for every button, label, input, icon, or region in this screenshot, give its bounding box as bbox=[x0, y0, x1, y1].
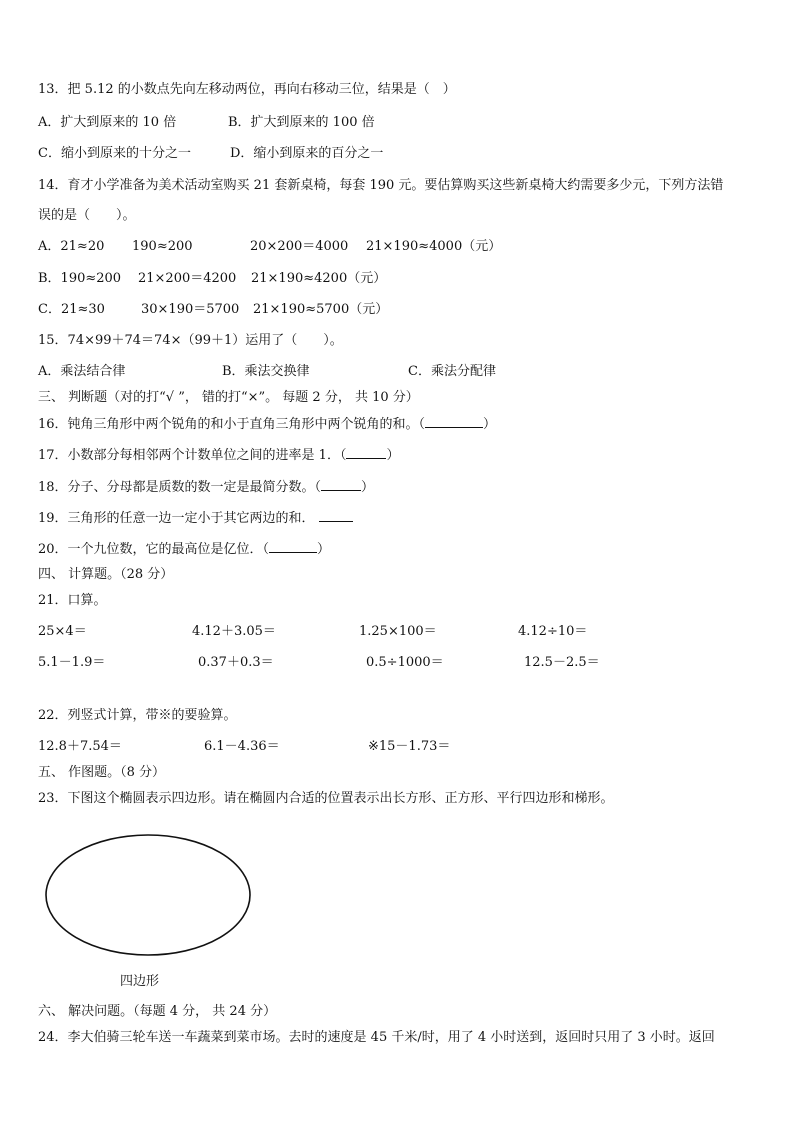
q17-text: 17．小数部分每相邻两个计数单位之间的进率是 1．（ bbox=[38, 448, 347, 463]
q17-answer-blank[interactable] bbox=[346, 446, 386, 459]
q19-text: 19．三角形的任意一边一定小于其它两边的和． bbox=[38, 511, 315, 526]
q16 bbox=[38, 415, 496, 434]
q20-close: ） bbox=[317, 542, 331, 557]
q18 bbox=[38, 478, 374, 497]
q13-stem: 13．把 5.12 的小数点先向左移动两位，再向右移动三位，结果是（ ） bbox=[38, 82, 456, 97]
section5-heading: 五、 作图题。（8 分） bbox=[38, 765, 166, 780]
q21-item: 1.25×100＝ bbox=[359, 624, 437, 639]
q17 bbox=[38, 446, 399, 465]
q20-answer-blank[interactable] bbox=[269, 540, 317, 553]
q14-stem-line2: 误的是（ ）。 bbox=[38, 208, 136, 223]
q14-option-a-step3: 20×200＝4000 bbox=[250, 239, 349, 254]
q23-stem: 23．下图这个椭圆表示四边形。请在椭圆内合适的位置表示出长方形、正方形、平行四边形和梯形。 bbox=[38, 791, 614, 806]
q21-item: 0.37＋0.3＝ bbox=[198, 655, 274, 670]
quadrilateral-ellipse-figure bbox=[42, 832, 254, 958]
q14-stem-line1: 14．育才小学准备为美术活动室购买 21 套新桌椅，每套 190 元。要估算购买这些新桌椅大约需要多少元，下列方法错 bbox=[38, 178, 724, 193]
q20 bbox=[38, 540, 330, 559]
q15-option-b: B．乘法交换律 bbox=[222, 364, 310, 379]
q14-option-a-step2: 190≈200 bbox=[132, 239, 193, 254]
q14-option-b-step2: 21×200＝4200 bbox=[138, 271, 237, 286]
q18-close: ） bbox=[361, 480, 375, 495]
q18-answer-blank[interactable] bbox=[321, 478, 361, 491]
q22-stem: 22．列竖式计算，带※的要验算。 bbox=[38, 708, 237, 723]
q14-option-a-step4: 21×190≈4000（元） bbox=[366, 239, 502, 254]
q13-option-d: D．缩小到原来的百分之一 bbox=[230, 146, 384, 161]
q16-answer-blank[interactable] bbox=[425, 415, 483, 428]
q21-item: 25×4＝ bbox=[38, 624, 87, 639]
ellipse-caption: 四边形 bbox=[120, 974, 160, 989]
q24-stem: 24．李大伯骑三轮车送一车蔬菜到菜市场。去时的速度是 45 千米/时，用了 4 小时送到，返回时只用了 3 小时。返回 bbox=[38, 1030, 715, 1045]
q21-item: 12.5－2.5＝ bbox=[524, 655, 600, 670]
section3-heading: 三、 判断题（对的打“√ ”， 错的打“×”。 每题 2 分， 共 10 分） bbox=[38, 390, 419, 405]
q16-close: ） bbox=[483, 417, 497, 432]
q22-item: 12.8＋7.54＝ bbox=[38, 739, 122, 754]
q21-item: 5.1－1.9＝ bbox=[38, 655, 106, 670]
q21-item: 0.5÷1000＝ bbox=[366, 655, 444, 670]
q13-option-a: A．扩大到原来的 10 倍 bbox=[38, 115, 177, 130]
q14-option-c-step2: 30×190＝5700 bbox=[141, 302, 240, 317]
q14-option-c-step3: 21×190≈5700（元） bbox=[253, 302, 389, 317]
ellipse-drawing bbox=[42, 832, 254, 958]
q13-option-c: C．缩小到原来的十分之一 bbox=[38, 146, 191, 161]
q22-item: 6.1－4.36＝ bbox=[204, 739, 280, 754]
q21-item: 4.12÷10＝ bbox=[518, 624, 588, 639]
q15-option-a: A．乘法结合律 bbox=[38, 364, 126, 379]
q17-close: ） bbox=[386, 448, 400, 463]
q16-text: 16．钝角三角形中两个锐角的和小于直角三角形中两个锐角的和。（ bbox=[38, 417, 426, 432]
q14-option-b-label: B．190≈200 bbox=[38, 271, 122, 286]
q14-option-b-step3: 21×190≈4200（元） bbox=[251, 271, 387, 286]
q21-item: 4.12＋3.05＝ bbox=[192, 624, 276, 639]
q14-option-a-label: A．21≈20 bbox=[38, 239, 105, 254]
section6-heading: 六、 解决问题。（每题 4 分， 共 24 分） bbox=[38, 1004, 277, 1019]
q19 bbox=[38, 509, 353, 528]
q14-option-c-label: C．21≈30 bbox=[38, 302, 105, 317]
ellipse-outline bbox=[46, 835, 250, 955]
q15-option-c: C．乘法分配律 bbox=[408, 364, 496, 379]
section4-heading: 四、 计算题。（28 分） bbox=[38, 567, 174, 582]
q20-text: 20．一个九位数，它的最高位是亿位．（ bbox=[38, 542, 270, 557]
q13-option-b: B．扩大到原来的 100 倍 bbox=[228, 115, 375, 130]
q19-answer-blank[interactable] bbox=[319, 509, 353, 522]
q22-item: ※15－1.73＝ bbox=[368, 739, 451, 754]
q18-text: 18．分子、分母都是质数的数一定是最简分数。（ bbox=[38, 480, 322, 495]
q15-stem: 15．74×99＋74＝74×（99＋1）运用了（ ）。 bbox=[38, 333, 343, 348]
q21-stem: 21．口算。 bbox=[38, 593, 107, 608]
